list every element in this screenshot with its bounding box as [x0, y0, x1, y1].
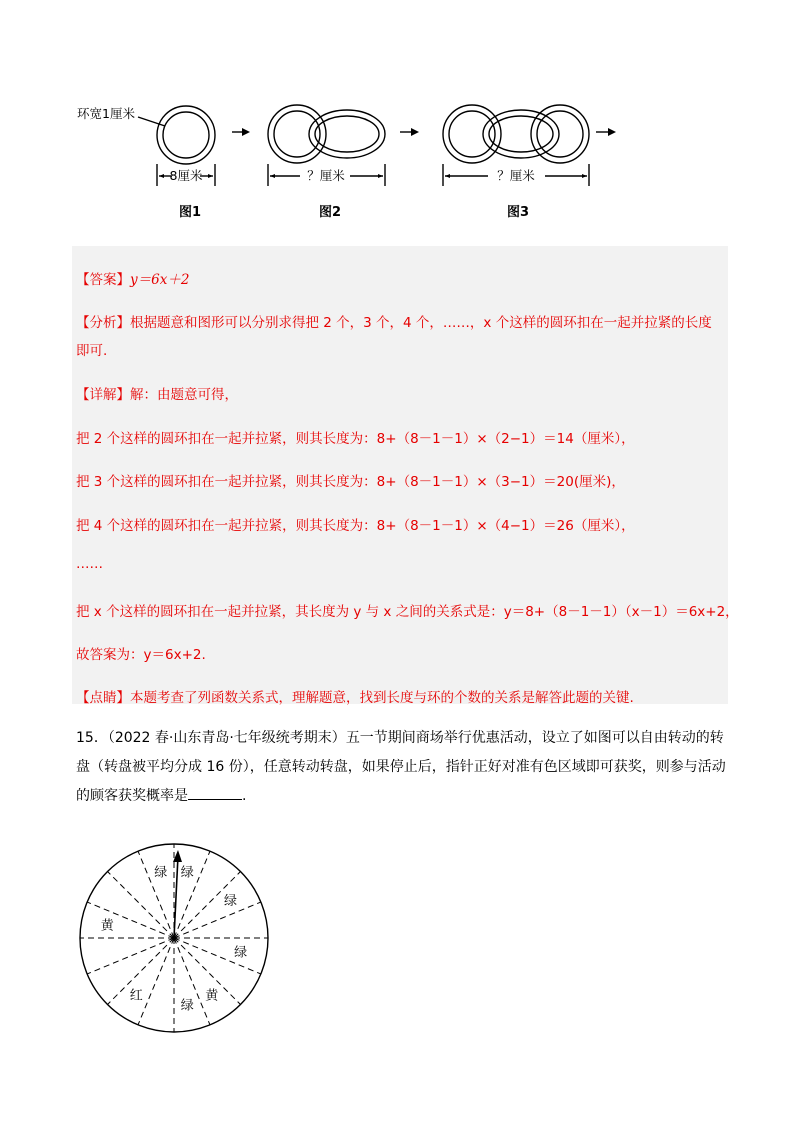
question-text: 五一节期间商场举行优惠活动，设立了如图可以自由转动的转盘（转盘被平均分成 16 份），任意转动转盘，如果停止后，指针正好对准有色区域即可获奖，则参与活动的顾客获奖概率是 [76, 730, 726, 804]
sector-label: 绿 [234, 945, 248, 961]
ring-1-outer [157, 106, 215, 164]
spinner-wheel-svg [74, 838, 274, 1038]
comment-tag: 【点睛】 [76, 690, 130, 706]
sector-divider [108, 872, 174, 938]
caption-1: 图1 [178, 205, 202, 220]
ellipsis: …… [76, 556, 103, 572]
sector-label: 黄 [205, 988, 219, 1004]
detail-intro: 解：由题意可得， [130, 387, 238, 403]
width-label-3: ？厘米 [497, 168, 535, 183]
step-2: 把 2 个这样的圆环扣在一起并拉紧，则其长度为：8+（8－1－1）×（2−1）＝14（厘米）， [76, 431, 635, 447]
step-x: 把 x 个这样的圆环扣在一起并拉紧，其长度为 y 与 x 之间的关系式是：y＝8+（8－1－1）（x－1）＝6x+2， [76, 604, 739, 620]
sector-label: 绿 [180, 865, 194, 881]
sector-label: 绿 [154, 865, 168, 881]
conclusion: 故答案为：y＝6x+2. [76, 647, 206, 663]
detail-line [76, 383, 238, 403]
answer-line [76, 268, 189, 288]
step-3: 把 3 个这样的圆环扣在一起并拉紧，则其长度为：8+（8－1－1）×（3−1）＝20(厘米)， [76, 474, 625, 490]
analysis-tag: 【分析】 [76, 315, 130, 331]
analysis-line-2: 即可. [76, 343, 108, 359]
sector-label: 红 [129, 988, 143, 1004]
spinner-pointer [174, 856, 178, 938]
arrow-icon [608, 128, 616, 136]
comment-line [76, 686, 634, 706]
analysis-text: 根据题意和图形可以分别求得把 2 个，3 个，4 个，……，x 个这样的圆环扣在一起并拉紧的长度 [130, 315, 712, 331]
step-4: 把 4 个这样的圆环扣在一起并拉紧，则其长度为：8+（8－1－1）×（4−1）＝26（厘米）， [76, 518, 635, 534]
question-end: . [242, 788, 247, 804]
question-source: （2022 春·山东青岛·七年级统考期末） [107, 730, 346, 746]
ring-1-inner [163, 112, 209, 158]
sector-label: 绿 [180, 998, 194, 1014]
width-label-2: ？厘米 [307, 168, 345, 183]
question-number: 15． [76, 730, 108, 746]
answer-blank[interactable] [188, 785, 242, 800]
comment-text: 本题考查了列函数关系式，理解题意，找到长度与环的个数的关系是解答此题的关键. [130, 690, 634, 706]
width-label-1: 8厘米 [169, 168, 203, 183]
answer-formula: y＝6x＋2 [130, 272, 190, 288]
ring-width-label: 环宽1厘米 [77, 106, 135, 121]
arrow-icon [411, 128, 419, 136]
spinner-wheel [74, 838, 274, 1042]
caption-2: 图2 [318, 205, 342, 220]
caption-3: 图3 [506, 205, 530, 220]
answer-tag: 【答案】 [76, 272, 130, 288]
ring-figure-svg [60, 90, 740, 230]
ring-figure [60, 90, 740, 230]
analysis-line [76, 311, 712, 331]
question-15 [76, 724, 726, 811]
sector-label: 黄 [100, 918, 114, 934]
arrow-icon [242, 128, 250, 136]
sector-label: 绿 [224, 894, 238, 910]
detail-tag: 【详解】 [76, 387, 130, 403]
